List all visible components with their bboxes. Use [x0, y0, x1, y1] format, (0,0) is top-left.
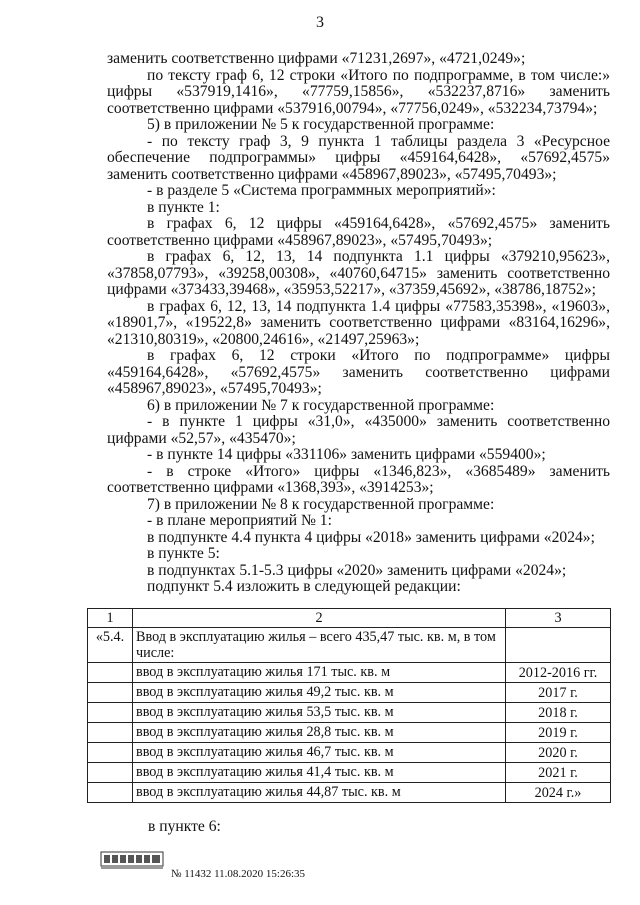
table-cell	[88, 703, 133, 723]
table-cell: 2021 г.	[506, 763, 611, 783]
body-text	[107, 51, 610, 596]
table-cell: 2024 г.»	[506, 783, 611, 803]
table-cell: ввод в эксплуатацию жилья 53,5 тыс. кв. м	[133, 703, 506, 723]
registry-stamp-icon	[100, 848, 164, 870]
table-cell: Ввод в эксплуатацию жилья – всего 435,47 тыс. кв. м, в том числе:	[133, 628, 506, 663]
paragraph: - в разделе 5 «Система программных мероприятий»:	[147, 182, 496, 199]
paragraph: подпункт 5.4 изложить в следующей редакции:	[147, 578, 461, 595]
table-cell: «5.4.	[88, 628, 133, 663]
table-row	[88, 723, 611, 743]
paragraph: в графах 6, 12 строки «Итого по подпрограмме» цифры «459164,6428», «57692,4575» заменить соответственно цифрами «458967,89023», «57495,70493»;	[107, 347, 610, 397]
table-cell	[88, 723, 133, 743]
table-row	[88, 743, 611, 763]
paragraph: заменить соответственно цифрами «71231,2697», «4721,0249»;	[107, 50, 526, 67]
table-cell: 2017 г.	[506, 683, 611, 703]
table-cell: 2020 г.	[506, 743, 611, 763]
table-row	[88, 683, 611, 703]
table-cell: ввод в эксплуатацию жилья 41,4 тыс. кв. м	[133, 763, 506, 783]
table-cell: ввод в эксплуатацию жилья 28,8 тыс. кв. м	[133, 723, 506, 743]
table-row	[88, 703, 611, 723]
table-cell: ввод в эксплуатацию жилья 46,7 тыс. кв. м	[133, 743, 506, 763]
paragraph: в графах 6, 12 цифры «459164,6428», «57692,4575» заменить соответственно цифрами «458967,89023», «57495,70493»;	[107, 215, 610, 249]
table-cell	[88, 763, 133, 783]
paragraph: в пункте 5:	[147, 545, 220, 562]
paragraph: в подпунктах 5.1-5.3 цифры «2020» заменить цифрами «2024»;	[147, 561, 567, 579]
page-number: 3	[316, 14, 324, 31]
paragraph: 6) в приложении № 7 к государственной программе:	[147, 396, 495, 414]
table-cell: ввод в эксплуатацию жилья 44,87 тыс. кв. м	[133, 783, 506, 803]
table-cell	[506, 628, 611, 663]
paragraph: - в строке «Итого» цифры «1346,823», «3685489» заменить соответственно цифрами «1368,393», «3914253»;	[107, 462, 610, 496]
registration-stamp: № 11432 11.08.2020 15:26:35	[171, 868, 306, 880]
table-header-row	[88, 609, 611, 628]
paragraph: по тексту граф 6, 12 строки «Итого по подпрограмме, в том числе:» цифры «537919,1416», «77759,15856», «532237,8716» заменить соответственно цифрами «537916,00794», «77756,0249», «532234,73794»;	[107, 66, 610, 117]
paragraph: в подпункте 4.4 пункта 4 цифры «2018» заменить цифрами «2024»;	[147, 528, 595, 546]
table-cell	[88, 663, 133, 683]
table-cell	[88, 743, 133, 763]
paragraph: - в пункте 14 цифры «331106» заменить цифрами «559400»;	[147, 446, 546, 463]
table-cell	[88, 783, 133, 803]
table-row	[88, 763, 611, 783]
table-row	[88, 628, 611, 663]
table-cell	[88, 683, 133, 703]
paragraph: - в пункте 1 цифры «31,0», «435000» заменить соответственно цифрами «52,57», «435470»;	[107, 413, 610, 447]
table-cell: ввод в эксплуатацию жилья 49,2 тыс. кв. м	[133, 683, 506, 703]
after-table-text: в пункте 6:	[148, 818, 221, 835]
table-row	[88, 663, 611, 683]
paragraph: в графах 6, 12, 13, 14 подпункта 1.4 цифры «77583,35398», «19603», «18901,7», «19522,8» заменить соответственно цифрами «83164,16296», «21310,80319», «20800,24616», «21497,25963»;	[107, 297, 610, 348]
table-cell: 2019 г.	[506, 723, 611, 743]
paragraph: - в плане мероприятий № 1:	[147, 512, 332, 529]
table-header-cell: 1	[88, 609, 133, 628]
table-cell: 2012-2016 гг.	[506, 663, 611, 683]
table-cell: 2018 г.	[506, 703, 611, 723]
paragraph: в пункте 1:	[147, 198, 220, 216]
table-header-cell: 2	[133, 609, 506, 628]
table-cell: ввод в эксплуатацию жилья 171 тыс. кв. м	[133, 663, 506, 683]
edits-table	[87, 608, 611, 803]
paragraph: 7) в приложении № 8 к государственной программе:	[147, 495, 495, 513]
paragraph: в графах 6, 12, 13, 14 подпункта 1.1 цифры «379210,95623», «37858,07793», «39258,00308», «40760,64715» заменить соответственно цифрами «373433,39468», «35953,52217», «37359,45692», «38786,18752»;	[107, 248, 610, 298]
paragraph: 5) в приложении № 5 к государственной программе:	[147, 116, 495, 133]
table-header-cell: 3	[506, 609, 611, 628]
table-row	[88, 783, 611, 803]
paragraph: - по тексту граф 3, 9 пункта 1 таблицы раздела 3 «Ресурсное обеспечение подпрограммы» цифры «459164,6428», «57692,4575» заменить соответственно цифрами «458967,89023», «57495,70493»;	[107, 132, 610, 183]
